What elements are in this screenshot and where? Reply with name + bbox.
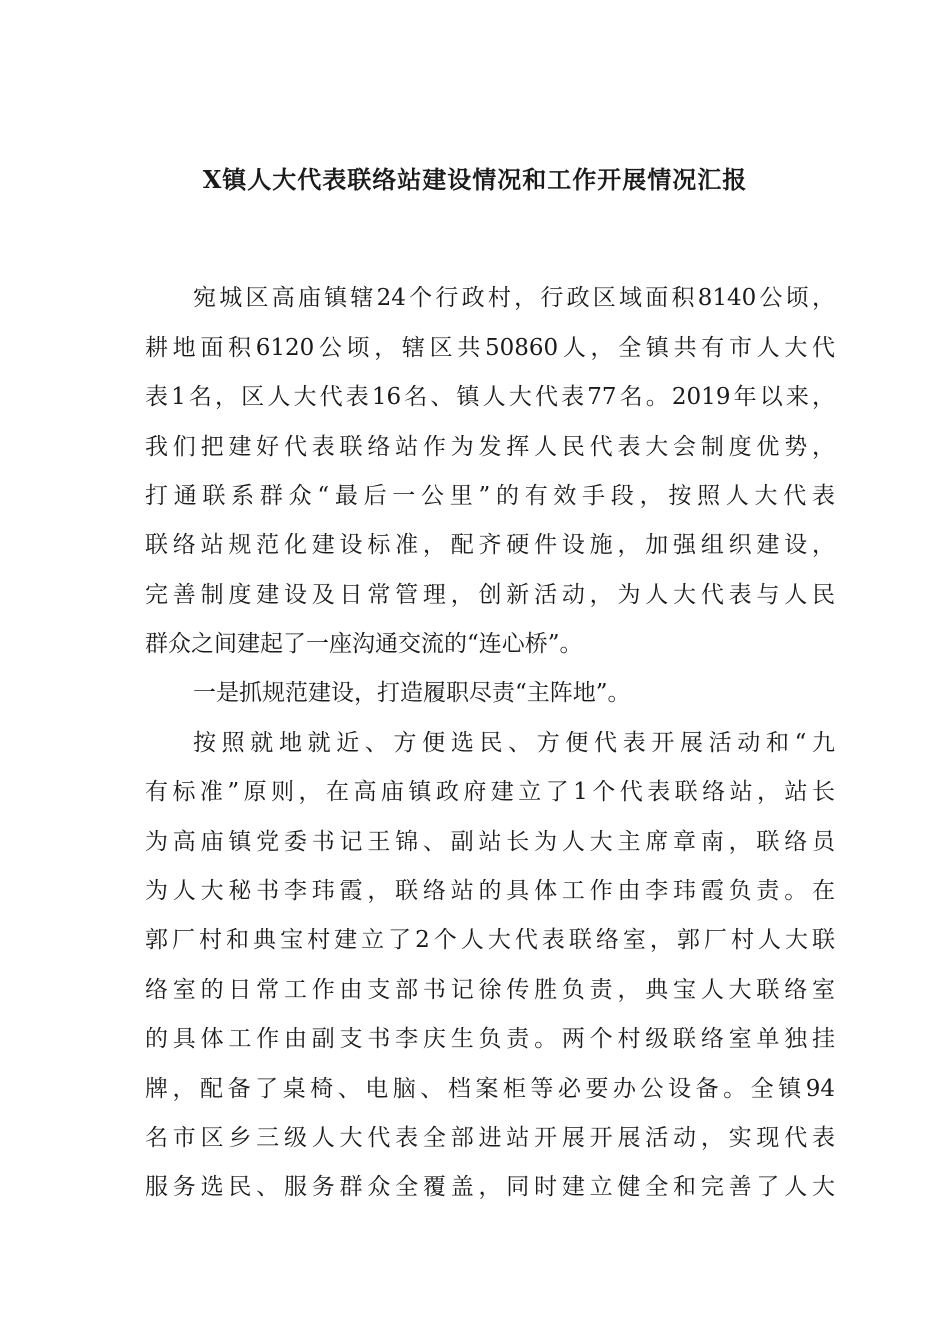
section-body-line-2: 有标准”原则，在高庙镇政府建立了1个代表联络站，站长 — [145, 779, 835, 805]
section-body-line-10: 服务选民、服务群众全覆盖，同时建立健全和完善了人大 — [145, 1174, 835, 1200]
section-heading-1: 一是抓规范建设，打造履职尽责“主阵地”。 — [193, 680, 631, 706]
section-body-line-8: 牌，配备了桌椅、电脑、档案柜等必要办公设备。全镇94 — [145, 1076, 835, 1102]
paragraph-intro-line-4: 我们把建好代表联络站作为发挥人民代表大会制度优势， — [145, 434, 835, 460]
paragraph-intro-line-7: 完善制度建设及日常管理，创新活动，为人大代表与人民 — [145, 582, 835, 608]
paragraph-intro-line-6: 联络站规范化建设标准，配齐硬件设施，加强组织建设， — [145, 532, 835, 558]
section-body-line-1: 按照就地就近、方便选民、方便代表开展活动和“九 — [193, 730, 835, 756]
section-body-line-3: 为高庙镇党委书记王锦、副站长为人大主席章南，联络员 — [145, 829, 835, 855]
paragraph-intro-line-8: 群众之间建起了一座沟通交流的“连心桥”。 — [145, 631, 583, 657]
section-body-line-9: 名市区乡三级人大代表全部进站开展开展活动，实现代表 — [145, 1125, 835, 1151]
paragraph-intro-line-1: 宛城区高庙镇辖24个行政村，行政区域面积8140公顷， — [193, 285, 835, 311]
section-body-line-6: 络室的日常工作由支部书记徐传胜负责，典宝人大联络室 — [145, 977, 835, 1003]
paragraph-intro-line-2: 耕地面积6120公顷，辖区共50860人，全镇共有市人大代 — [145, 335, 835, 361]
paragraph-intro-line-3: 表1名，区人大代表16名、镇人大代表77名。2019年以来， — [145, 384, 835, 410]
section-body-line-7: 的具体工作由副支书李庆生负责。两个村级联络室单独挂 — [145, 1026, 835, 1052]
section-body-line-5: 郭厂村和典宝村建立了2个人大代表联络室，郭厂村人大联 — [145, 927, 835, 953]
document-title: X镇人大代表联络站建设情况和工作开展情况汇报 — [202, 165, 748, 194]
section-body-line-4: 为人大秘书李玮霞，联络站的具体工作由李玮霞负责。在 — [145, 878, 835, 904]
paragraph-intro-line-5: 打通联系群众“最后一公里”的有效手段，按照人大代表 — [145, 483, 835, 509]
